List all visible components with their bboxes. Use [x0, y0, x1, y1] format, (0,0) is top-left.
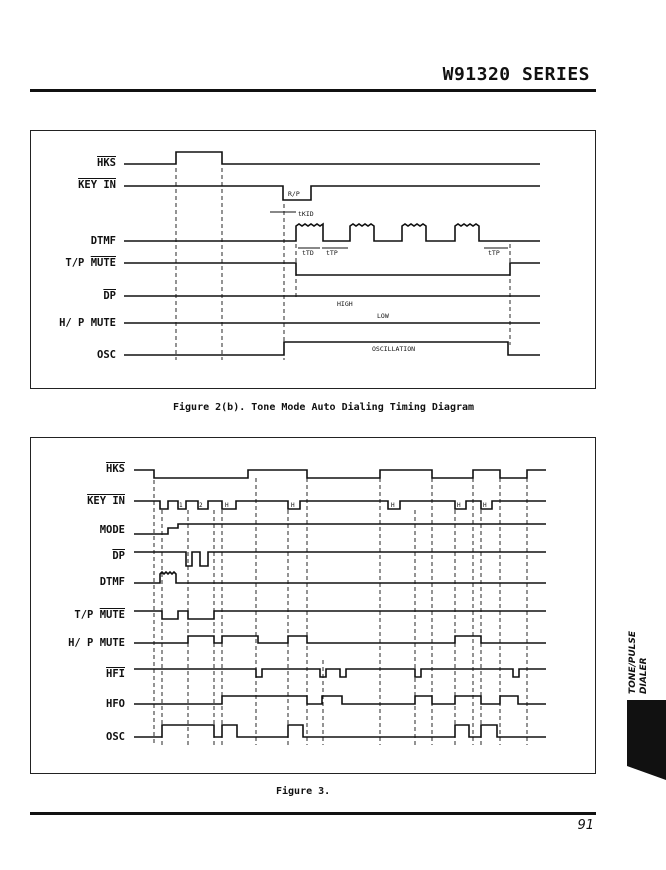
- fig3-label-hfi: $\overline{HFI}$: [106, 668, 125, 680]
- fig2b-annot-tkid: tKID: [298, 210, 314, 218]
- fig3-label-osc: OSC: [106, 731, 125, 743]
- fig2b-label-hpmute: H/ P MUTE: [59, 317, 116, 329]
- fig2b-annot-ttd: tTD: [302, 249, 314, 257]
- fig2b-annot-osc: OSCILLATION: [372, 345, 416, 353]
- figure-3-caption: Figure 3.: [276, 786, 331, 797]
- fig3-key-mark-4: H: [291, 502, 295, 509]
- fig3-label-tpmute: T/P MUTE: [74, 609, 125, 621]
- fig3-wave-hfi: [134, 669, 546, 677]
- fig3-key-mark-2: 2: [199, 502, 203, 509]
- series-title: W91320 SERIES: [442, 64, 590, 85]
- fig2b-annot-ttp2: tTP: [488, 249, 500, 257]
- side-tab-label: [628, 631, 650, 694]
- fig3-key-mark-5: H: [391, 502, 395, 509]
- fig3-key-mark-1: 1: [179, 502, 183, 509]
- fig3-wave-hfo: [134, 696, 546, 704]
- page-number: 91: [577, 818, 594, 833]
- fig3-wave-mode: [134, 524, 546, 534]
- fig3-wave-tpmute: [134, 611, 546, 619]
- fig2b-annot-low: LOW: [377, 312, 389, 320]
- fig3-key-mark-7: H: [483, 502, 487, 509]
- fig3-key-mark-6: H: [457, 502, 461, 509]
- fig2b-label-hks: $\overline{HKS}$: [97, 157, 116, 169]
- fig3-wave-dtmf: [134, 572, 546, 583]
- fig3-label-keyin: KEY IN: [87, 495, 125, 507]
- fig3-label-dp: $\overline{DP}$: [112, 550, 125, 562]
- fig2b-label-keyin: KEY IN: [78, 179, 116, 191]
- fig2b-label-tpmute: T/P MUTE: [65, 257, 116, 269]
- fig3-label-hks: $\overline{HKS}$: [106, 463, 125, 475]
- side-tab-shape: [617, 700, 666, 780]
- fig3-wave-hpmute: [134, 636, 546, 643]
- fig2b-label-dtmf: DTMF: [90, 235, 116, 247]
- fig2b-label-osc: OSC: [97, 349, 116, 361]
- fig2b-annot-rp: R/P: [288, 190, 300, 198]
- fig3-label-hfo: HFO: [106, 698, 125, 710]
- fig3-key-mark-3: H: [225, 502, 229, 509]
- fig3-wave-hks: [134, 470, 546, 478]
- fig3-label-hpmute: H/ P MUTE: [68, 637, 125, 649]
- side-tab-line2: DIALER: [639, 657, 649, 694]
- footer-rule: [30, 812, 596, 815]
- fig3-wave-osc: [134, 725, 546, 737]
- fig2b-annot-ttp: tTP: [326, 249, 338, 257]
- fig3-label-mode: MODE: [99, 524, 125, 536]
- fig3-wave-dp: [134, 552, 546, 566]
- fig3-label-dtmf: DTMF: [99, 576, 125, 588]
- side-tab-line1: TONE/PULSE: [628, 630, 638, 694]
- figure-2b-caption: Figure 2(b). Tone Mode Auto Dialing Timing Diagram: [173, 402, 475, 413]
- fig2b-annot-high: HIGH: [337, 300, 353, 308]
- fig2b-label-dp: $\overline{DP}$: [103, 290, 116, 302]
